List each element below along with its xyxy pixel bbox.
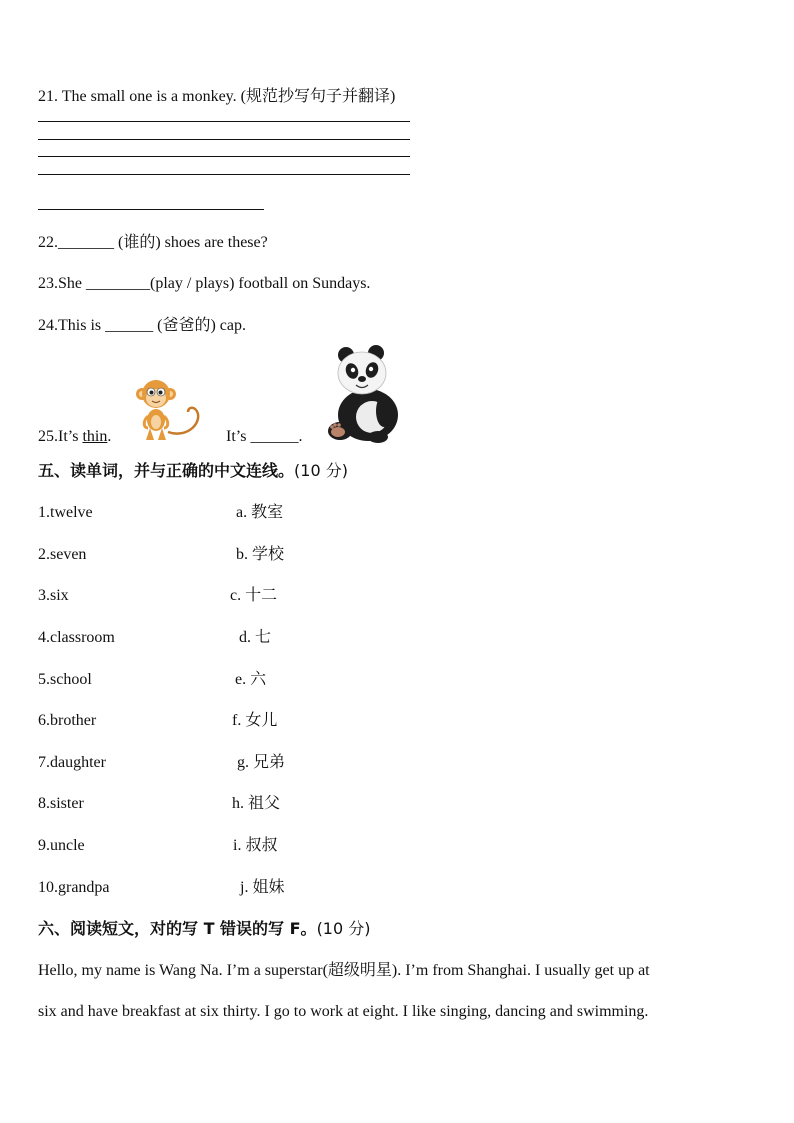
word-item: 2.seven [38,546,87,563]
question-25-after: . [107,428,112,445]
question-25-part2: It’s ______. [226,428,303,445]
panda-icon [322,345,408,445]
question-23: 23.She ________(play / plays) football on Sundays. [38,275,371,292]
question-25-part1 [38,429,111,445]
question-22-rest: (谁的) shoes are these? [114,234,268,251]
meaning-item: f. 女儿 [232,712,278,729]
meaning-item: g. 兄弟 [237,754,286,771]
word-item: 7.daughter [38,754,106,771]
question-25-prefix: 25.It’s [38,428,83,445]
section-5-heading: 五、读单词，并与正确的中文连线。 [38,461,295,480]
word-item: 5.school [38,671,92,688]
section-6-points: (10 分) [316,919,371,938]
question-25-answer: thin [82,428,108,445]
answer-line-3 [38,156,410,157]
section-5-points: (10 分) [294,461,348,480]
passage-line-1: Hello, my name is Wang Na. I’m a superstar(超级明星). I’m from Shanghai. I usually get up at [38,962,650,979]
meaning-item: d. 七 [239,629,272,646]
section-6-title [38,921,371,937]
answer-line-2 [38,139,410,140]
passage-line-2: six and have breakfast at six thirty. I go to work at eight. I like singing, dancing and swimming. [38,1003,649,1020]
word-item: 4.classroom [38,629,115,646]
meaning-item: j. 姐妹 [240,879,285,896]
section-6-heading: 六、阅读短文，对的写 T 错误的写 F。 [38,919,317,938]
word-item: 8.sister [38,795,84,812]
answer-line-1 [38,121,410,122]
answer-line-5 [38,209,264,210]
meaning-item: a. 教室 [236,504,284,521]
section-5-title [38,463,348,479]
monkey-icon [130,376,206,444]
word-item: 9.uncle [38,837,85,854]
meaning-item: b. 学校 [236,546,285,563]
word-item: 6.brother [38,712,97,729]
question-22 [38,235,268,251]
meaning-item: h. 祖父 [232,795,281,812]
meaning-item: i. 叔叔 [233,837,278,854]
answer-line-4 [38,174,410,175]
meaning-item: c. 十二 [230,587,278,604]
meaning-item: e. 六 [235,671,267,688]
word-item: 3.six [38,587,69,604]
question-24: 24.This is ______ (爸爸的) cap. [38,317,246,334]
question-21: 21. The small one is a monkey. (规范抄写句子并翻译) [38,88,396,105]
word-item: 1.twelve [38,504,93,521]
question-22-number: 22. [38,234,58,251]
word-item: 10.grandpa [38,879,110,896]
question-22-blank: _______ [58,234,114,251]
